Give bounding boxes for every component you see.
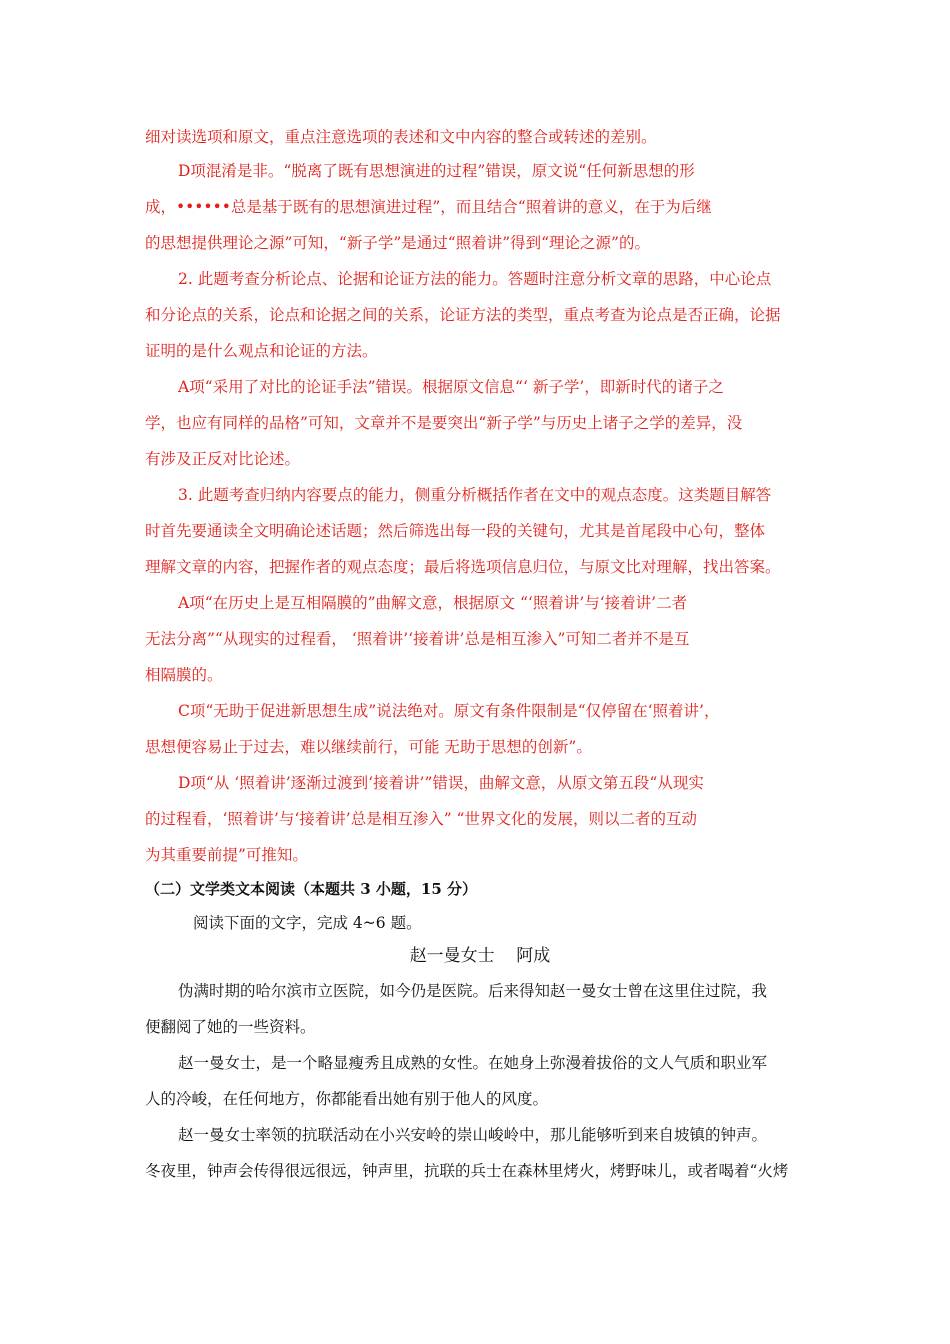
analysis-line: 思想便容易止于过去，难以继续前行，可能 无助于思想的创新”。: [145, 738, 592, 756]
article-line: 人的冷峻，在任何地方，你都能看出她有别于他人的风度。: [145, 1090, 549, 1108]
analysis-line: D项“从 ‘照着讲’逐渐过渡到‘接着讲’”错误，曲解文意，从原文第五段“从现实: [178, 774, 704, 792]
analysis-line: 的过程看，‘照着讲’与‘接着讲’总是相互渗入” “世界文化的发展，则以二者的互动: [145, 810, 697, 828]
analysis-line: 为其重要前提”可推知。: [145, 846, 308, 864]
article-title: 赵一曼女士 阿成: [409, 946, 551, 966]
analysis-line: 时首先要通读全文明确论述话题；然后筛选出每一段的关键句，尤其是首尾段中心句，整体: [145, 522, 766, 540]
article-line: 便翻阅了她的一些资料。: [145, 1018, 316, 1036]
section-instruction: 阅读下面的文字，完成 4~6 题。: [193, 914, 422, 932]
analysis-line: 的思想提供理论之源”可知，“新子学”是通过“照着讲”得到“理论之源”的。: [145, 234, 650, 252]
analysis-line: 细对读选项和原文，重点注意选项的表述和文中内容的整合或转述的差别。: [145, 128, 657, 146]
analysis-line: 2. 此题考查分析论点、论据和论证方法的能力。答题时注意分析文章的思路，中心论点: [178, 270, 772, 288]
analysis-line: A项“采用了对比的论证手法”错误。根据原文信息“‘ 新子学’，即新时代的诸子之: [178, 378, 724, 396]
analysis-line: 有涉及正反对比论述。: [145, 450, 301, 468]
analysis-line: 证明的是什么观点和论证的方法。: [145, 342, 378, 360]
analysis-line: A项“在历史上是互相隔膜的”曲解文意，根据原文 “‘照着讲’与‘接着讲’二者: [178, 594, 688, 612]
analysis-line: 相隔膜的。: [145, 666, 223, 684]
analysis-line: 3. 此题考查归纳内容要点的能力，侧重分析概括作者在文中的观点态度。这类题目解答: [178, 486, 772, 504]
article-line: 伪满时期的哈尔滨市立医院，如今仍是医院。后来得知赵一曼女士曾在这里住过院，我: [178, 982, 768, 1000]
article-line: 赵一曼女士率领的抗联活动在小兴安岭的崇山峻岭中，那儿能够听到来自坡镇的钟声。: [178, 1126, 768, 1144]
analysis-line: 无法分离”“从现实的过程看， ‘照着讲’‘接着讲’总是相互渗入”可知二者并不是互: [145, 630, 690, 648]
article-line: 冬夜里，钟声会传得很远很远，钟声里，抗联的兵士在森林里烤火，烤野味儿，或者喝着“火烤: [145, 1162, 789, 1180]
analysis-line: 理解文章的内容，把握作者的观点态度；最后将选项信息归位，与原文比对理解，找出答案。: [145, 558, 781, 576]
analysis-line: 和分论点的关系，论点和论据之间的关系，论证方法的类型，重点考查为论点是否正确，论据: [145, 306, 781, 324]
article-line: 赵一曼女士，是一个略显瘦秀且成熟的女性。在她身上弥漫着拔俗的文人气质和职业军: [178, 1054, 768, 1072]
analysis-line: 成，••••••总是基于既有的思想演进过程”，而且结合“照着讲的意义，在于为后继: [145, 198, 712, 216]
analysis-line: D项混淆是非。“脱离了既有思想演进的过程”错误，原文说“任何新思想的形: [178, 162, 695, 180]
analysis-line: C项“无助于促进新思想生成”说法绝对。原文有条件限制是“仅停留在‘照着讲’，: [178, 702, 720, 720]
analysis-line: 学，也应有同样的品格”可知，文章并不是要突出“新子学”与历史上诸子之学的差异，没: [145, 414, 743, 432]
section-heading: （二）文学类文本阅读（本题共 3 小题，15 分）: [145, 880, 477, 898]
